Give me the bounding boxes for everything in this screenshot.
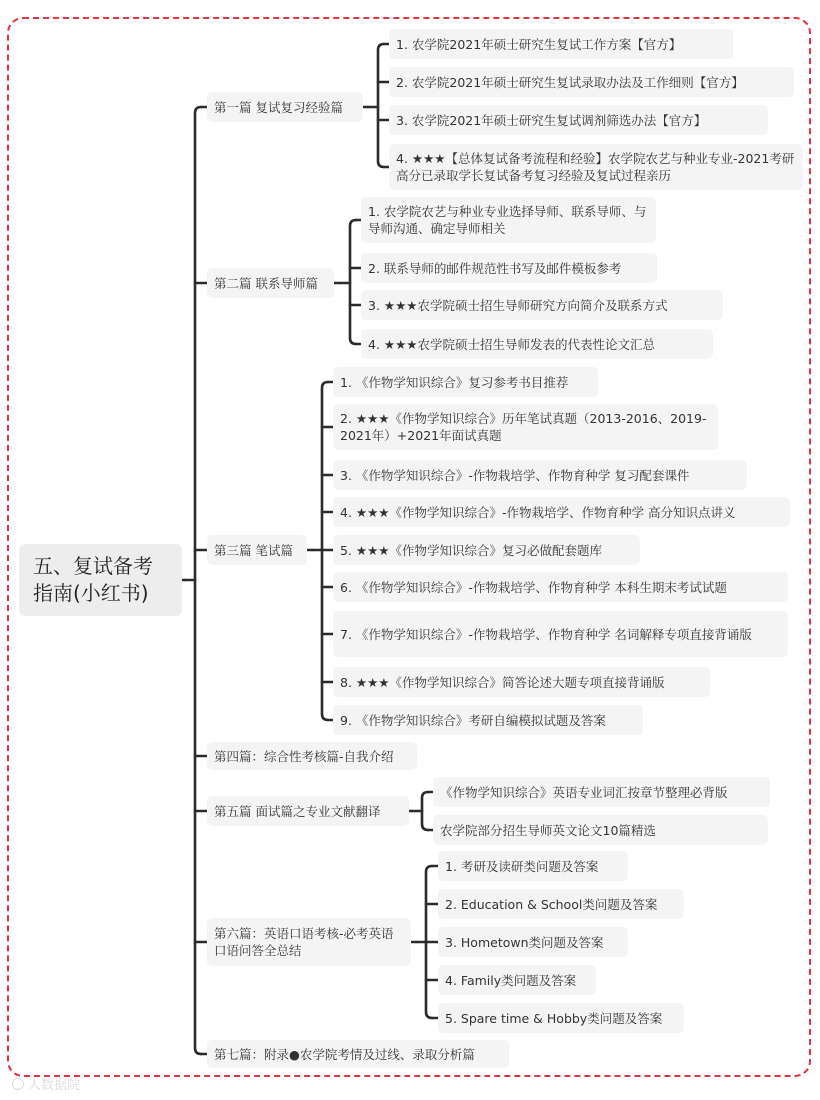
section-3-item-7[interactable] xyxy=(333,611,788,657)
section-3-item-7-label: 7. 《作物学知识综合》-作物栽培学、作物育种学 名词解释专项直接背诵版 xyxy=(340,626,752,642)
section-3-item-9-label: 9. 《作物学知识综合》考研自编模拟试题及答案 xyxy=(340,712,606,728)
section-1-item-4[interactable] xyxy=(389,144,803,190)
watermark-icon xyxy=(12,1078,24,1090)
section-3-item-3-label: 3. 《作物学知识综合》-作物栽培学、作物育种学 复习配套课件 xyxy=(340,467,690,483)
section-1-item-1-label: 1. 农学院2021年硕士研究生复试工作方案【官方】 xyxy=(396,36,682,52)
section-node-3-label: 第三篇 笔试篇 xyxy=(214,542,293,558)
watermark xyxy=(12,1074,80,1093)
section-5-item-2-label: 农学院部分招生导师英文论文10篇精选 xyxy=(440,822,656,838)
section-6-item-1-label: 1. 考研及读研类问题及答案 xyxy=(445,858,599,874)
section-5-item-1-label: 《作物学知识综合》英语专业词汇按章节整理必背版 xyxy=(440,784,728,800)
section-6-item-2[interactable] xyxy=(438,889,684,919)
section-3-item-3[interactable] xyxy=(333,460,747,490)
section-1-item-2-label: 2. 农学院2021年硕士研究生复试录取办法及工作细则【官方】 xyxy=(396,74,744,90)
section-5-bracket-spine xyxy=(422,792,428,830)
section-node-6[interactable] xyxy=(207,918,411,966)
section-node-3[interactable] xyxy=(207,535,307,565)
section-2-item-2-label: 2. 联系导师的邮件规范性书写及邮件模板参考 xyxy=(368,260,622,276)
section-node-2[interactable] xyxy=(207,268,334,298)
section-6-item-3[interactable] xyxy=(438,927,628,957)
section-node-6-label: 第六篇：英语口语考核-必考英语口语问答全总结 xyxy=(214,926,394,958)
section-3-item-9[interactable] xyxy=(333,705,643,735)
section-2-item-4-label: 4. ★★★农学院硕士招生导师发表的代表性论文汇总 xyxy=(368,336,656,352)
section-3-item-4[interactable] xyxy=(333,497,790,527)
section-1-item-3-label: 3. 农学院2021年硕士研究生复试调剂筛选办法【官方】 xyxy=(396,112,707,128)
section-6-item-1[interactable] xyxy=(438,851,628,881)
section-3-item-1[interactable] xyxy=(333,367,598,397)
section-1-item-2[interactable] xyxy=(389,67,794,97)
section-2-item-4[interactable] xyxy=(361,329,713,359)
section-6-item-4-label: 4. Family类问题及答案 xyxy=(445,972,577,988)
section-node-2-label: 第二篇 联系导师篇 xyxy=(214,275,318,291)
section-3-item-1-label: 1. 《作物学知识综合》复习参考书目推荐 xyxy=(340,374,569,390)
section-3-item-2-label: 2. ★★★《作物学知识综合》历年笔试真题（2013-2016、2019-2021年）+2021年面试真题 xyxy=(340,411,707,443)
section-1-bracket-spine xyxy=(378,44,384,167)
section-2-item-2[interactable] xyxy=(361,253,657,283)
section-5-item-1[interactable] xyxy=(433,777,770,807)
section-5-item-2[interactable] xyxy=(433,815,768,845)
section-3-item-2[interactable] xyxy=(333,404,718,450)
section-6-item-4[interactable] xyxy=(438,965,596,995)
section-1-item-3[interactable] xyxy=(389,105,768,135)
section-3-item-5-label: 5. ★★★《作物学知识综合》复习必做配套题库 xyxy=(340,542,603,558)
section-1-item-1[interactable] xyxy=(389,29,733,59)
section-node-5[interactable] xyxy=(207,796,409,826)
section-6-item-5-label: 5. Spare time & Hobby类问题及答案 xyxy=(445,1010,663,1026)
section-node-1[interactable] xyxy=(207,92,363,122)
section-node-4[interactable] xyxy=(207,742,417,770)
section-node-7[interactable] xyxy=(207,1040,509,1068)
section-node-5-label: 第五篇 面试篇之专业文献翻译 xyxy=(214,803,381,819)
section-3-item-6[interactable] xyxy=(333,572,788,602)
section-3-item-4-label: 4. ★★★《作物学知识综合》-作物栽培学、作物育种学 高分知识点讲义 xyxy=(340,504,736,520)
section-node-4-label: 第四篇：综合性考核篇-自我介绍 xyxy=(214,748,394,764)
section-3-item-8[interactable] xyxy=(333,667,710,697)
section-node-1-label: 第一篇 复试复习经验篇 xyxy=(214,99,343,115)
section-2-item-1-label: 1. 农学院农艺与种业专业选择导师、联系导师、与导师沟通、确定导师相关 xyxy=(368,204,647,236)
section-2-item-3-label: 3. ★★★农学院硕士招生导师研究方向简介及联系方式 xyxy=(368,297,668,313)
section-6-item-2-label: 2. Education & School类问题及答案 xyxy=(445,896,658,912)
section-2-item-3[interactable] xyxy=(361,290,723,320)
section-3-item-6-label: 6. 《作物学知识综合》-作物栽培学、作物育种学 本科生期末考试试题 xyxy=(340,579,727,595)
section-6-item-3-label: 3. Hometown类问题及答案 xyxy=(445,934,604,950)
section-2-bracket-spine xyxy=(350,220,356,344)
root-topic[interactable]: 五、复试备考指南(小红书) xyxy=(19,544,182,616)
section-6-item-5[interactable] xyxy=(438,1003,684,1033)
section-node-7-label: 第七篇：附录●农学院考情及过线、录取分析篇 xyxy=(214,1046,475,1062)
section-1-item-4-label: 4. ★★★【总体复试备考流程和经验】农学院农艺与种业专业-2021考研高分已录取学长复试备考复习经验及复试过程亲历 xyxy=(396,151,795,183)
root-bracket-spine xyxy=(195,107,201,1054)
section-3-item-5[interactable] xyxy=(333,535,640,565)
watermark-text: 人数据院 xyxy=(28,1078,81,1093)
section-2-item-1[interactable] xyxy=(361,197,656,243)
section-3-item-8-label: 8. ★★★《作物学知识综合》简答论述大题专项直接背诵版 xyxy=(340,674,665,690)
